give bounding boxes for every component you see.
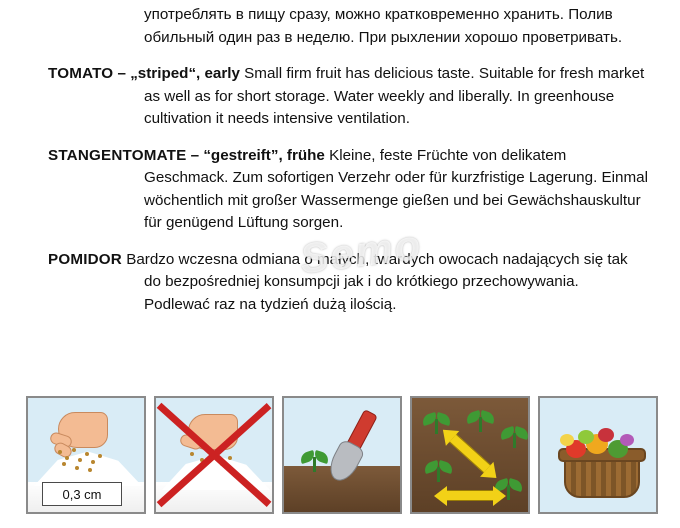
sowing-depth-label: 0,3 cm xyxy=(42,482,122,506)
paragraph-polish xyxy=(48,249,648,317)
paragraph-body-pl: Bardzo wczesna odmiana o małych, twardych owocach nadających się tak do bezpośredniej konsumpcji jak i do krótkiego przechowywania. Podlewać raz na tydzień dużą ilością. xyxy=(121,250,628,313)
pictogram-strip xyxy=(26,396,662,516)
seedling-icon xyxy=(302,446,328,472)
spacing-arrow-horizontal-icon xyxy=(446,490,494,501)
paragraph-russian-continuation xyxy=(48,4,648,49)
seedling-icon xyxy=(502,422,528,448)
language-label-pl: POMIDOR xyxy=(48,250,122,268)
icon-cell-trowel-planting xyxy=(282,396,402,514)
corn-icon xyxy=(560,434,574,446)
paragraph-body-en: Small firm fruit has delicious taste. Suitable for fresh market as well as for short storage. Water weekly and liberally. In greenhouse cultivation it needs intensive ventilation. xyxy=(144,65,645,127)
seedling-icon xyxy=(468,406,494,432)
language-label-en: TOMATO xyxy=(48,65,114,82)
icon-cell-no-transplant xyxy=(154,396,274,514)
instruction-text-block xyxy=(48,4,648,320)
paragraph-german xyxy=(48,145,648,235)
variety-label-en: – „striped“, early xyxy=(113,65,240,82)
variety-label-de: – “gestreift”, frühe xyxy=(186,146,325,164)
eggplant-icon xyxy=(620,434,634,446)
soil-mound-shape xyxy=(34,444,142,486)
icon-cell-sow-depth xyxy=(26,396,146,514)
paragraph-body-ru: употреблять в пищу сразу, можно кратковременно хранить. Полив обильный один раз в неделю. При рыхлении хорошо проветривать. xyxy=(144,6,623,46)
radish-icon xyxy=(598,428,614,442)
paragraph-english xyxy=(48,63,648,131)
icon-cell-harvest xyxy=(538,396,658,514)
lettuce-icon xyxy=(578,430,594,444)
basket-icon xyxy=(564,456,640,498)
brand-watermark: Semo xyxy=(297,220,425,283)
paragraph-body-de: Kleine, feste Früchte von delikatem Geschmack. Zum sofortigen Verzehr oder für kurzfristige Lagerung. Einmal wöchentlich mit großer Wassermenge gießen und bei Gewächshauskultur für genügend Lüftung sorgen. xyxy=(144,146,648,231)
language-label-de: STANGENTOMATE xyxy=(48,146,187,164)
icon-cell-spacing xyxy=(410,396,530,514)
seedling-icon xyxy=(426,456,452,482)
